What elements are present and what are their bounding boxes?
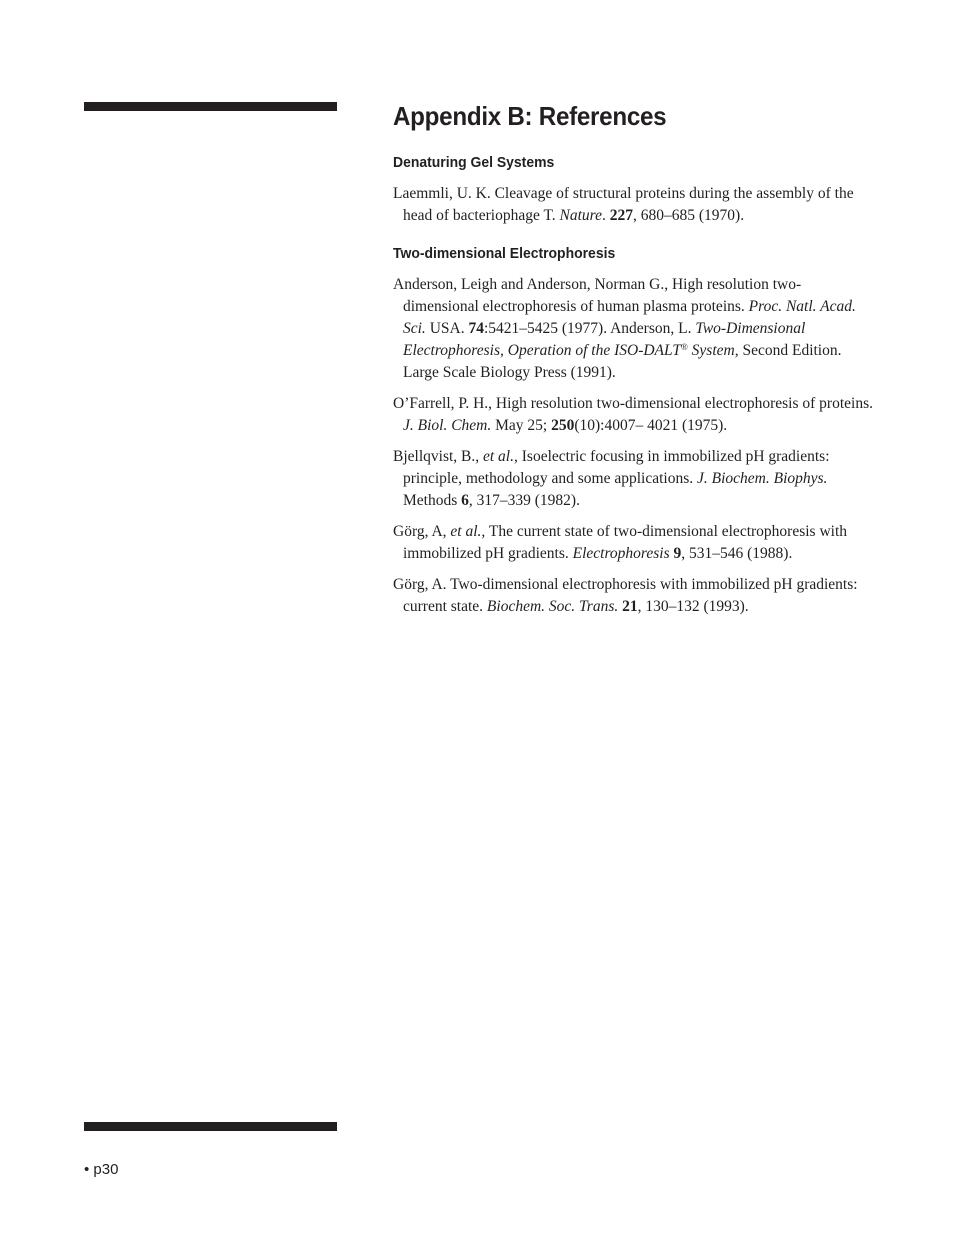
reference-text-bold: 227 (609, 207, 633, 224)
reference-entry (393, 393, 873, 437)
reference-text-italic: J. Biochem. Biophys. (697, 470, 828, 487)
page-title: Appendix B: References (393, 101, 667, 131)
reference-text-italic: System, (687, 342, 739, 359)
reference-text-normal: Görg, A. Two-dimensional electrophoresis with immobilized pH gradients: current state. (393, 576, 858, 615)
reference-text-normal: (10):4007– 4021 (1975). (574, 417, 728, 434)
reference-text-italic: Electrophoresis (572, 545, 670, 562)
reference-text-normal: , 680–685 (1970). (633, 207, 745, 224)
reference-entry (393, 446, 873, 512)
section-heading: Two-dimensional Electrophoresis (393, 245, 616, 262)
reference-text-bold: 74 (468, 320, 484, 337)
reference-text-italic: Two-Dimensional Electrophoresis, Operation of the ISO-DALT (403, 320, 806, 359)
reference-entry (393, 274, 873, 384)
reference-list (393, 274, 873, 618)
reference-list (393, 183, 873, 227)
reference-text-normal: , 317–339 (1982). (468, 492, 580, 509)
page-number: • p30 (84, 1161, 119, 1178)
reference-text-normal: Second Edition. Large Scale Biology Press (1991). (403, 342, 842, 381)
reference-text-italic: et al., (450, 523, 486, 540)
reference-text-normal: Bjellqvist, B., (393, 448, 483, 465)
reference-text-normal: Anderson, Leigh and Anderson, Norman G., High resolution two-dimensional electrophoresis of human plasma proteins. (393, 276, 802, 315)
reference-section (393, 243, 873, 618)
reference-text-normal: Görg, A, (393, 523, 451, 540)
reference-text-normal: Isoelectric focusing in immobilized pH gradients: principle, methodology and some applications. (403, 448, 830, 487)
reference-entry (393, 521, 873, 565)
reference-text-normal: O’Farrell, P. H., High resolution two-dimensional electrophoresis of proteins. (393, 395, 873, 412)
reference-text-normal: May 25; (491, 417, 552, 434)
reference-entry (393, 183, 873, 227)
reference-text-italic: Nature (559, 207, 602, 224)
section-heading: Denaturing Gel Systems (393, 154, 555, 171)
reference-text-bold: 6 (461, 492, 469, 509)
bottom-divider-bar (84, 1122, 337, 1131)
reference-text-sup: ® (680, 342, 688, 352)
reference-text-bold: 250 (551, 417, 575, 434)
reference-text-normal: , 531–546 (1988). (681, 545, 793, 562)
reference-text-italic: Proc. Natl. Acad. Sci. (403, 298, 856, 337)
reference-entry (393, 574, 873, 618)
references-sections (393, 152, 873, 618)
reference-text-normal: Methods (403, 492, 462, 509)
reference-text-italic: et al., (483, 448, 518, 465)
reference-text-normal: Laemmli, U. K. Cleavage of structural proteins during the assembly of the head of bacteriophage T. (393, 185, 854, 224)
reference-text-normal: :5421–5425 (1977). Anderson, L. (483, 320, 696, 337)
reference-text-normal: The current state of two-dimensional electrophoresis with immobilized pH gradients. (403, 523, 848, 562)
reference-text-italic: Biochem. Soc. Trans. (486, 598, 619, 615)
reference-text-bold: 9 (673, 545, 682, 562)
top-divider-bar (84, 102, 337, 111)
reference-section (393, 152, 873, 227)
main-content (393, 98, 873, 634)
reference-text-normal: , 130–132 (1993). (637, 598, 749, 615)
reference-text-normal: . (602, 207, 610, 224)
reference-text-italic: J. Biol. Chem. (403, 417, 492, 434)
reference-text-bold: 21 (622, 598, 638, 615)
reference-text-normal: USA. (425, 320, 469, 337)
